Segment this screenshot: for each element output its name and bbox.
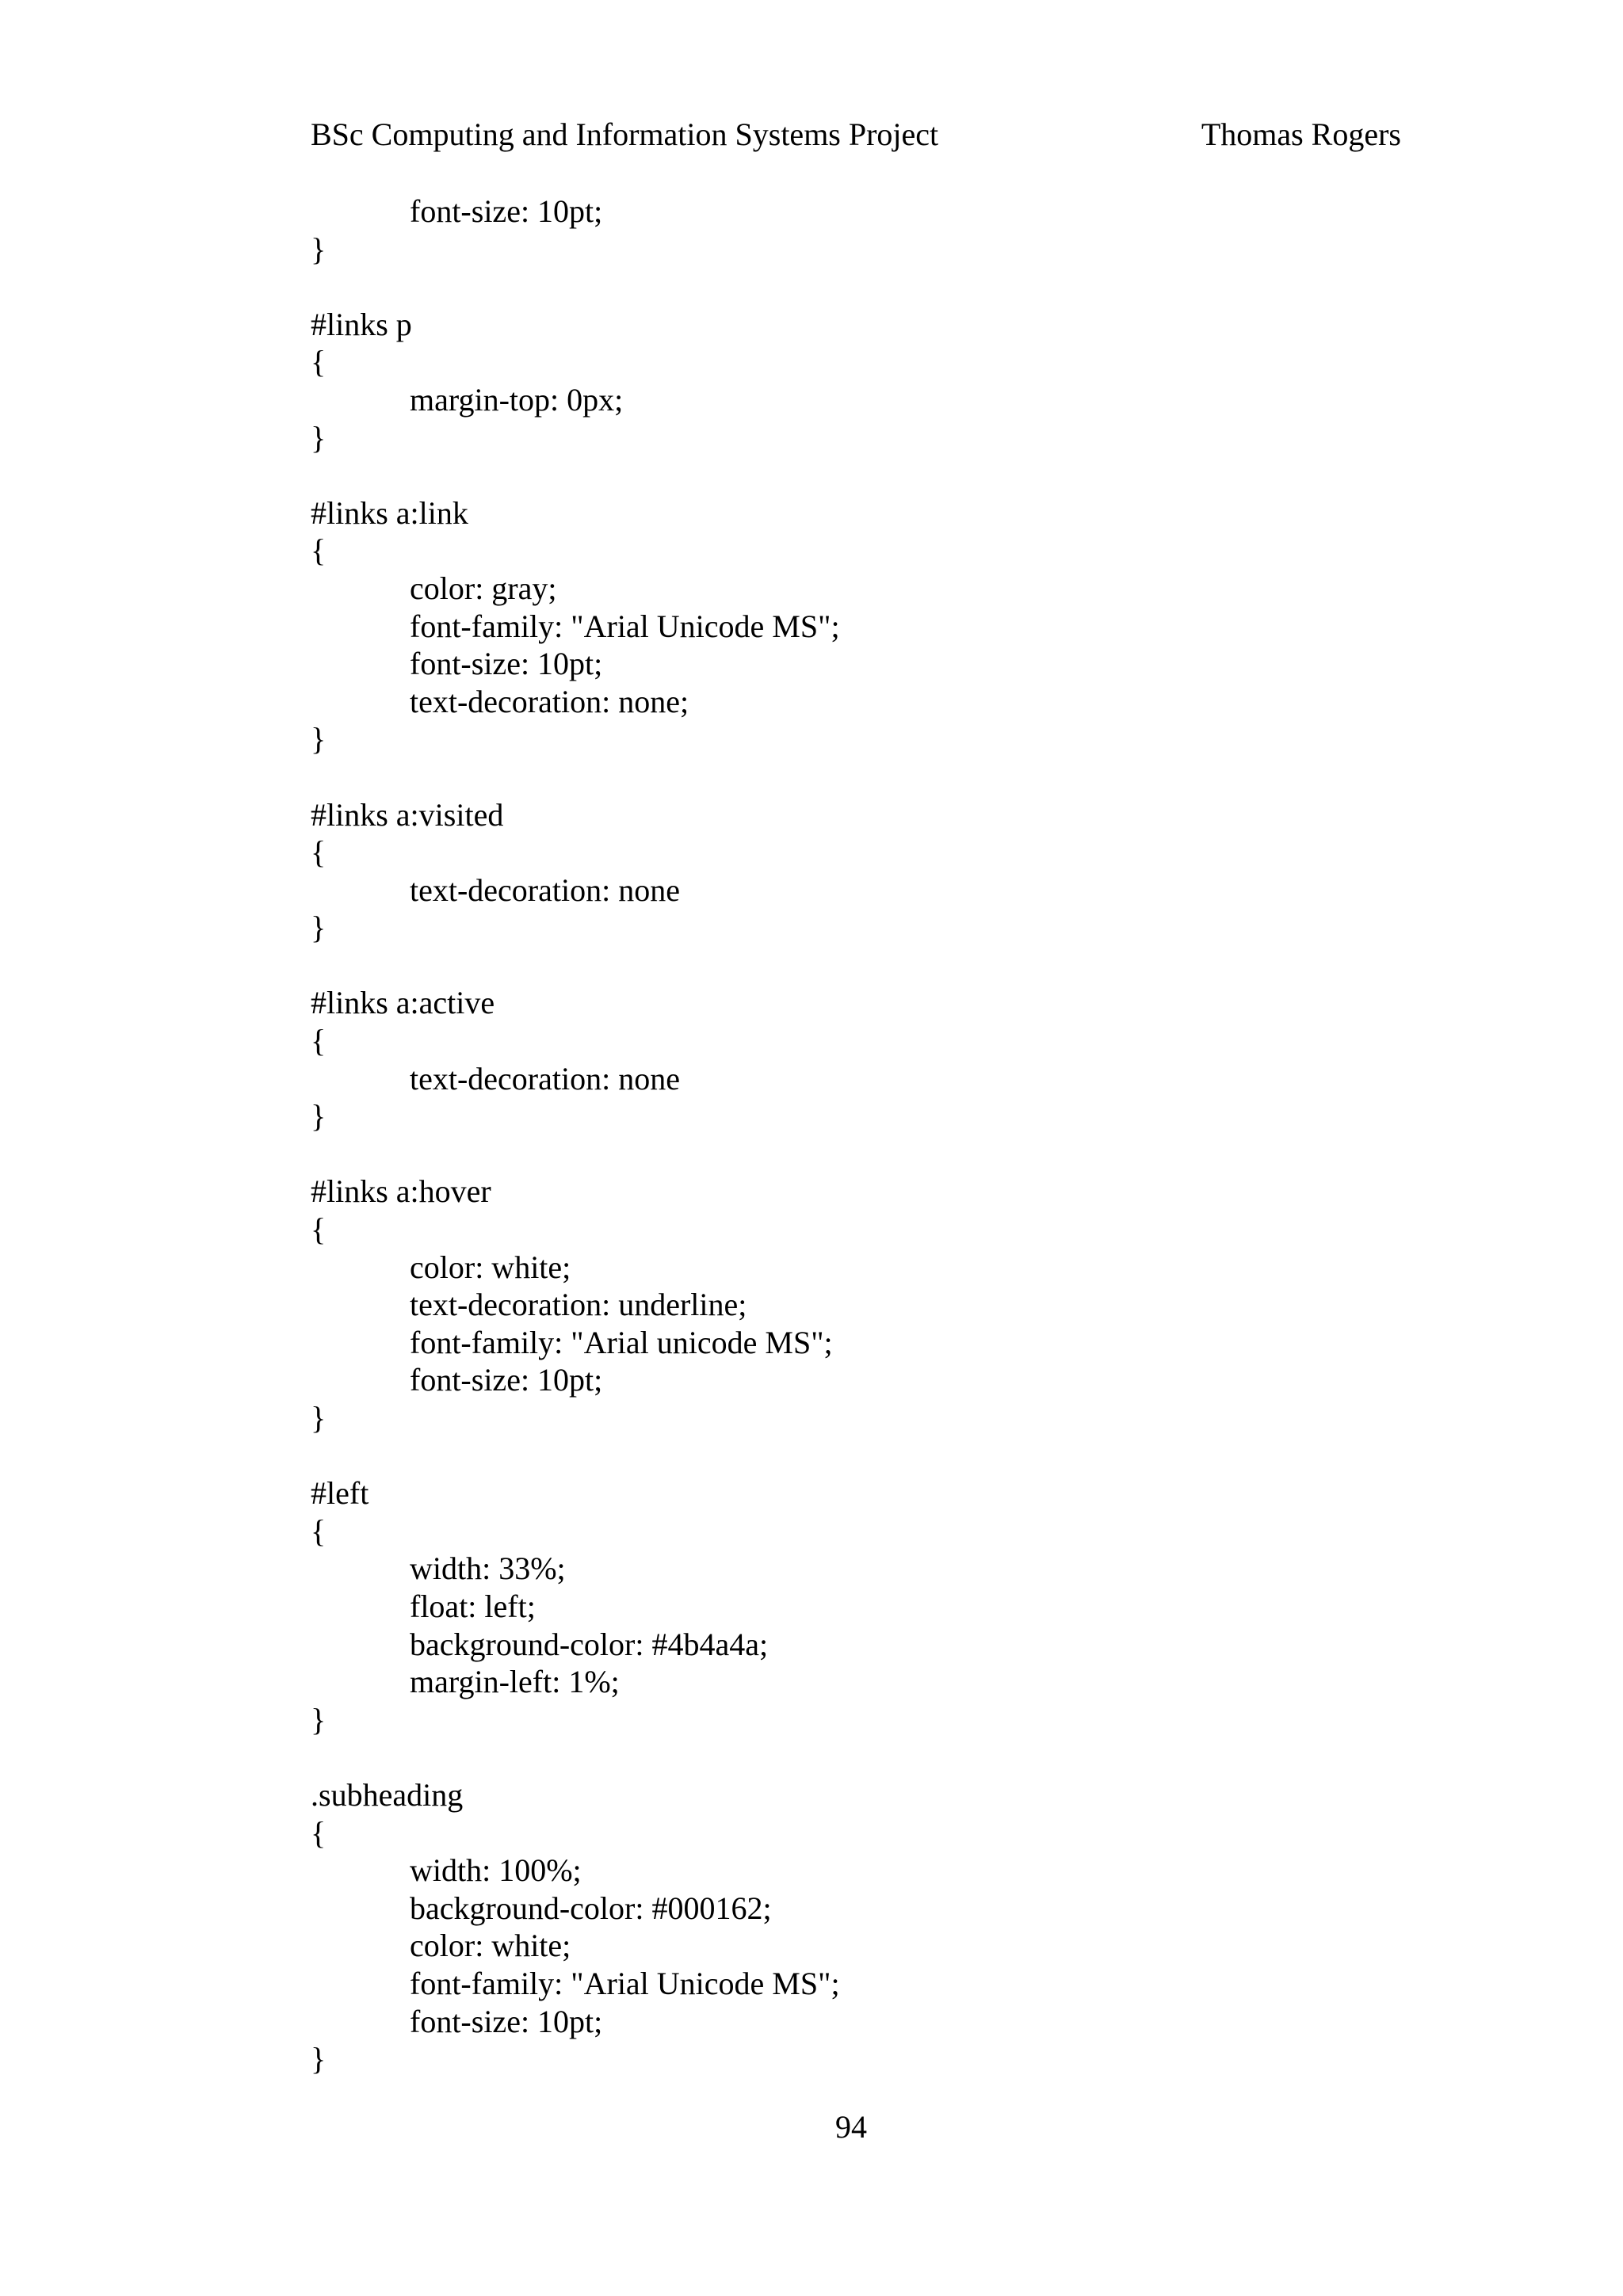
- code-line: background-color: #000162;: [410, 1890, 772, 1926]
- code-line: #left: [311, 1475, 369, 1512]
- code-line: #links a:link: [311, 494, 468, 531]
- code-line: }: [311, 721, 327, 757]
- code-line: {: [311, 1814, 327, 1851]
- author-name: Thomas Rogers: [1201, 116, 1401, 152]
- blank-line: [311, 947, 1401, 985]
- code-line: font-family: "Arial Unicode MS";: [410, 608, 840, 644]
- code-line: color: white;: [410, 1249, 571, 1285]
- code-line: float: left;: [410, 1588, 536, 1624]
- code-line: .subheading: [311, 1776, 464, 1813]
- code-line: margin-left: 1%;: [410, 1664, 620, 1700]
- page-number: 94: [835, 2109, 867, 2145]
- blank-line: [311, 456, 1401, 494]
- code-listing: [311, 193, 1401, 2078]
- blank-line: [311, 1437, 1401, 1475]
- document-title: BSc Computing and Information Systems Project: [311, 116, 939, 152]
- code-line: {: [311, 1512, 327, 1549]
- code-line: #links p: [311, 306, 412, 342]
- blank-line: [311, 268, 1401, 306]
- code-line: font-size: 10pt;: [410, 646, 603, 682]
- blank-line: [311, 1738, 1401, 1776]
- code-line: }: [311, 1098, 327, 1135]
- code-line: #links a:hover: [311, 1173, 491, 1210]
- code-line: color: white;: [410, 1928, 571, 1964]
- page-header: [311, 111, 1401, 158]
- code-line: }: [311, 419, 327, 456]
- code-line: width: 33%;: [410, 1550, 566, 1587]
- code-line: }: [311, 910, 327, 946]
- code-line: background-color: #4b4a4a;: [410, 1626, 769, 1662]
- code-line: text-decoration: none: [410, 871, 680, 908]
- code-line: width: 100%;: [410, 1852, 582, 1889]
- code-line: text-decoration: underline;: [410, 1287, 747, 1323]
- code-line: font-size: 10pt;: [410, 2003, 603, 2039]
- code-line: {: [311, 1211, 327, 1248]
- code-line: text-decoration: none;: [410, 683, 689, 719]
- code-line: }: [311, 2041, 327, 2077]
- blank-line: [311, 1135, 1401, 1173]
- code-line: {: [311, 1023, 327, 1059]
- code-line: }: [311, 1701, 327, 1737]
- code-line: font-family: "Arial Unicode MS";: [410, 1965, 840, 2001]
- code-line: #links a:active: [311, 985, 495, 1021]
- code-line: font-family: "Arial unicode MS";: [410, 1324, 833, 1360]
- code-line: color: gray;: [410, 570, 557, 606]
- code-line: {: [311, 834, 327, 871]
- code-line: }: [311, 1400, 327, 1436]
- code-line: text-decoration: none: [410, 1060, 680, 1097]
- code-line: #links a:visited: [311, 796, 504, 833]
- code-line: margin-top: 0px;: [410, 381, 624, 418]
- code-line: font-size: 10pt;: [410, 1362, 603, 1398]
- blank-line: [311, 758, 1401, 796]
- code-line: }: [311, 231, 327, 267]
- code-line: font-size: 10pt;: [410, 193, 603, 229]
- code-line: {: [311, 344, 327, 380]
- code-line: {: [311, 532, 327, 569]
